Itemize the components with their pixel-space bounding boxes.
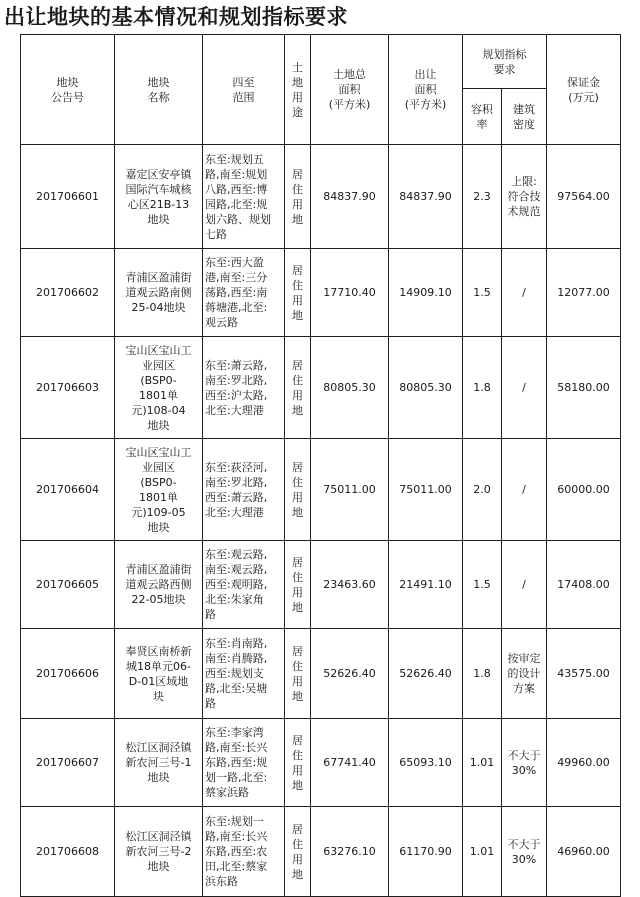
header-deposit: 保证金 (万元) <box>547 35 621 145</box>
sold-area-cell: 21491.10 <box>389 541 463 629</box>
total-land-area-cell: 23463.60 <box>311 541 389 629</box>
total-land-area-cell: 63276.10 <box>311 807 389 897</box>
header-planning-requirements: 规划指标 要求 <box>463 35 547 89</box>
table-row <box>21 807 621 897</box>
header-parcel-id: 地块 公告号 <box>21 35 115 145</box>
building-density-cell: 不大于 30% <box>502 719 547 807</box>
table-row <box>21 629 621 719</box>
floor-area-ratio-cell: 2.0 <box>463 439 502 541</box>
total-land-area-cell: 84837.90 <box>311 145 389 249</box>
boundaries-cell: 东至:萧云路, 南至:罗北路, 西至:沪太路, 北至:大理港 <box>203 337 285 439</box>
sold-area-cell: 75011.00 <box>389 439 463 541</box>
sold-area-cell: 52626.40 <box>389 629 463 719</box>
floor-area-ratio-cell: 1.8 <box>463 337 502 439</box>
building-density-cell: / <box>502 337 547 439</box>
header-total-land-area: 土地总 面积 (平方米) <box>311 35 389 145</box>
table-row <box>21 439 621 541</box>
page-title: 出让地块的基本情况和规划指标要求 <box>4 5 348 29</box>
boundaries-cell: 东至:规划五 路,南至:规划 八路,西至:博 园路,北至:规 划六路、规划 七路 <box>203 145 285 249</box>
boundaries-cell: 东至:规划一 路,南至:长兴 东路,西至:农 田,北至:蔡家 浜东路 <box>203 807 285 897</box>
parcel-id-cell: 201706608 <box>21 807 115 897</box>
building-density-cell: / <box>502 439 547 541</box>
boundaries-cell: 东至:荻泾河, 南至:罗北路, 西至:萧云路, 北至:大理港 <box>203 439 285 541</box>
parcel-id-cell: 201706602 <box>21 249 115 337</box>
parcel-id-cell: 201706606 <box>21 629 115 719</box>
land-use-cell: 居 住 用 地 <box>285 145 311 249</box>
total-land-area-cell: 80805.30 <box>311 337 389 439</box>
floor-area-ratio-cell: 1.01 <box>463 719 502 807</box>
header-land-use: 土 地 用 途 <box>285 35 311 145</box>
sold-area-cell: 61170.90 <box>389 807 463 897</box>
table-row <box>21 337 621 439</box>
boundaries-cell: 东至:观云路, 南至:观云路, 西至:观明路, 北至:朱家角 路 <box>203 541 285 629</box>
boundaries-cell: 东至:李家湾 路,南至:长兴 东路,西至:规 划一路,北至: 蔡家浜路 <box>203 719 285 807</box>
parcel-name-cell: 青浦区盈浦街 道观云路西侧 22-05地块 <box>115 541 203 629</box>
boundaries-cell: 东至:肖南路, 南至:肖腾路, 西至:规划支 路,北至:吴塘 路 <box>203 629 285 719</box>
header-floor-area-ratio: 容积 率 <box>463 89 502 145</box>
deposit-cell: 58180.00 <box>547 337 621 439</box>
floor-area-ratio-cell: 1.01 <box>463 807 502 897</box>
parcel-name-cell: 青浦区盈浦街 道观云路南侧 25-04地块 <box>115 249 203 337</box>
land-use-cell: 居 住 用 地 <box>285 249 311 337</box>
table-row <box>21 719 621 807</box>
building-density-cell: / <box>502 249 547 337</box>
land-use-cell: 居 住 用 地 <box>285 439 311 541</box>
deposit-cell: 49960.00 <box>547 719 621 807</box>
total-land-area-cell: 52626.40 <box>311 629 389 719</box>
table-row <box>21 541 621 629</box>
building-density-cell: 上限: 符合技 术规范 <box>502 145 547 249</box>
boundaries-cell: 东至:西大盈 港,南至:三分 荡路,西至:南 蒋塘港,北至: 观云路 <box>203 249 285 337</box>
parcel-id-cell: 201706605 <box>21 541 115 629</box>
floor-area-ratio-cell: 1.5 <box>463 541 502 629</box>
parcel-id-cell: 201706603 <box>21 337 115 439</box>
deposit-cell: 60000.00 <box>547 439 621 541</box>
parcel-name-cell: 奉贤区南桥新 城18单元06- D-01区域地 块 <box>115 629 203 719</box>
floor-area-ratio-cell: 2.3 <box>463 145 502 249</box>
parcel-id-cell: 201706607 <box>21 719 115 807</box>
parcel-name-cell: 嘉定区安亭镇 国际汽车城核 心区21B-13 地块 <box>115 145 203 249</box>
deposit-cell: 97564.00 <box>547 145 621 249</box>
header-parcel-name: 地块 名称 <box>115 35 203 145</box>
sold-area-cell: 65093.10 <box>389 719 463 807</box>
land-use-cell: 居 住 用 地 <box>285 807 311 897</box>
land-use-cell: 居 住 用 地 <box>285 541 311 629</box>
parcel-id-cell: 201706604 <box>21 439 115 541</box>
table-row <box>21 249 621 337</box>
land-use-cell: 居 住 用 地 <box>285 719 311 807</box>
parcel-name-cell: 松江区洞泾镇 新农河三号-2 地块 <box>115 807 203 897</box>
sold-area-cell: 80805.30 <box>389 337 463 439</box>
floor-area-ratio-cell: 1.8 <box>463 629 502 719</box>
building-density-cell: 按审定 的设计 方案 <box>502 629 547 719</box>
header-building-density: 建筑 密度 <box>502 89 547 145</box>
total-land-area-cell: 17710.40 <box>311 249 389 337</box>
header-sold-area: 出让 面积 (平方米) <box>389 35 463 145</box>
deposit-cell: 12077.00 <box>547 249 621 337</box>
land-use-cell: 居 住 用 地 <box>285 337 311 439</box>
sold-area-cell: 14909.10 <box>389 249 463 337</box>
building-density-cell: 不大于 30% <box>502 807 547 897</box>
building-density-cell: / <box>502 541 547 629</box>
floor-area-ratio-cell: 1.5 <box>463 249 502 337</box>
parcel-name-cell: 宝山区宝山工 业园区 (BSP0- 1801单 元)108-04 地块 <box>115 337 203 439</box>
header-boundaries: 四至 范围 <box>203 35 285 145</box>
deposit-cell: 46960.00 <box>547 807 621 897</box>
deposit-cell: 17408.00 <box>547 541 621 629</box>
parcel-name-cell: 宝山区宝山工 业园区 (BSP0- 1801单 元)109-05 地块 <box>115 439 203 541</box>
total-land-area-cell: 67741.40 <box>311 719 389 807</box>
parcel-id-cell: 201706601 <box>21 145 115 249</box>
deposit-cell: 43575.00 <box>547 629 621 719</box>
table-row <box>21 145 621 249</box>
land-use-cell: 居 住 用 地 <box>285 629 311 719</box>
land-parcel-table <box>20 34 621 897</box>
parcel-name-cell: 松江区洞泾镇 新农河三号-1 地块 <box>115 719 203 807</box>
total-land-area-cell: 75011.00 <box>311 439 389 541</box>
sold-area-cell: 84837.90 <box>389 145 463 249</box>
